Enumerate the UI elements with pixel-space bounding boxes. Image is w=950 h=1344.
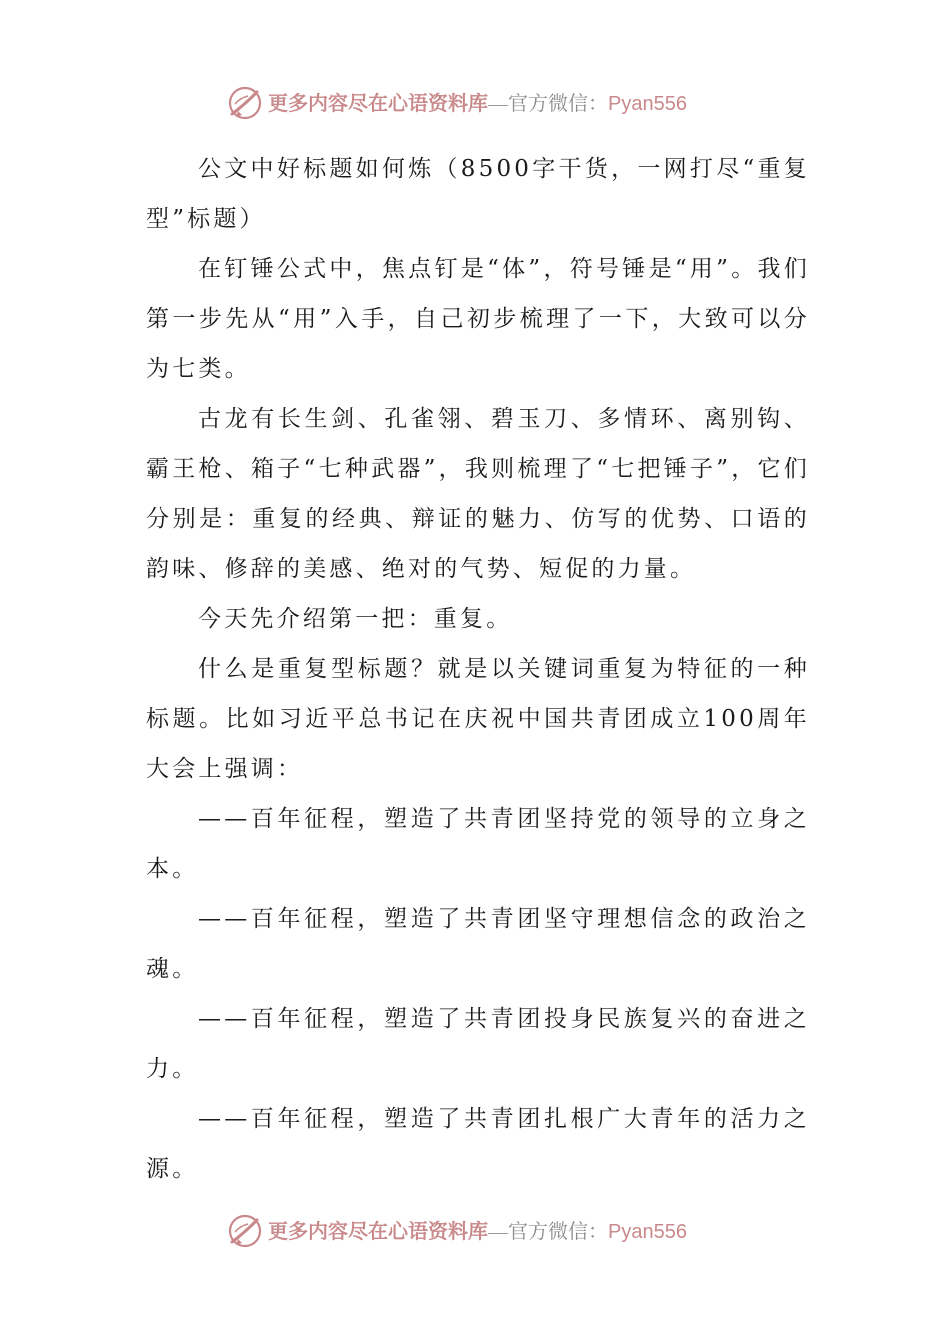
footer-watermark	[0, 1208, 950, 1254]
footer-sub-text: 官方微信：	[508, 1219, 608, 1243]
header-dash: —	[488, 93, 508, 115]
footer-dash: —	[488, 1221, 508, 1243]
paragraph: 什么是重复型标题？就是以关键词重复为特征的一种标题。比如习近平总书记在庆祝中国共青团成立100周年大会上强调：	[146, 656, 810, 782]
paragraph: 今天先介绍第一把：重复。	[198, 606, 513, 632]
paragraph: 在钉锤公式中，焦点钉是“体”，符号锤是“用”。我们第一步先从“用”入手，自己初步梳理了一下，大致可以分为七类。	[146, 256, 810, 382]
header-watermark	[0, 80, 950, 126]
header-wechat-id: Pyan556	[608, 93, 687, 115]
header-main-text: 更多内容尽在心语资料库	[268, 91, 488, 115]
pen-logo-icon	[226, 84, 264, 122]
article-body	[146, 144, 810, 1194]
article-title: 公文中好标题如何炼（8500字干货，一网打尽“重复型”标题）	[146, 156, 810, 232]
header-text	[268, 90, 687, 117]
header-sub-text: 官方微信：	[508, 91, 608, 115]
pen-logo-icon	[226, 1212, 264, 1250]
quote-line: ——百年征程，塑造了共青团坚守理想信念的政治之魂。	[146, 906, 810, 982]
quote-line: ——百年征程，塑造了共青团坚持党的领导的立身之本。	[146, 806, 810, 882]
quote-line: ——百年征程，塑造了共青团扎根广大青年的活力之源。	[146, 1106, 810, 1182]
quote-line: ——百年征程，塑造了共青团投身民族复兴的奋进之力。	[146, 1006, 810, 1082]
footer-main-text: 更多内容尽在心语资料库	[268, 1219, 488, 1243]
footer-text	[268, 1218, 687, 1245]
paragraph: 古龙有长生剑、孔雀翎、碧玉刀、多情环、离别钩、霸王枪、箱子“七种武器”，我则梳理了“七把锤子”，它们分别是：重复的经典、辩证的魅力、仿写的优势、口语的韵味、修辞的美感、绝对的气势、短促的力量。	[146, 406, 810, 582]
footer-wechat-id: Pyan556	[608, 1221, 687, 1243]
